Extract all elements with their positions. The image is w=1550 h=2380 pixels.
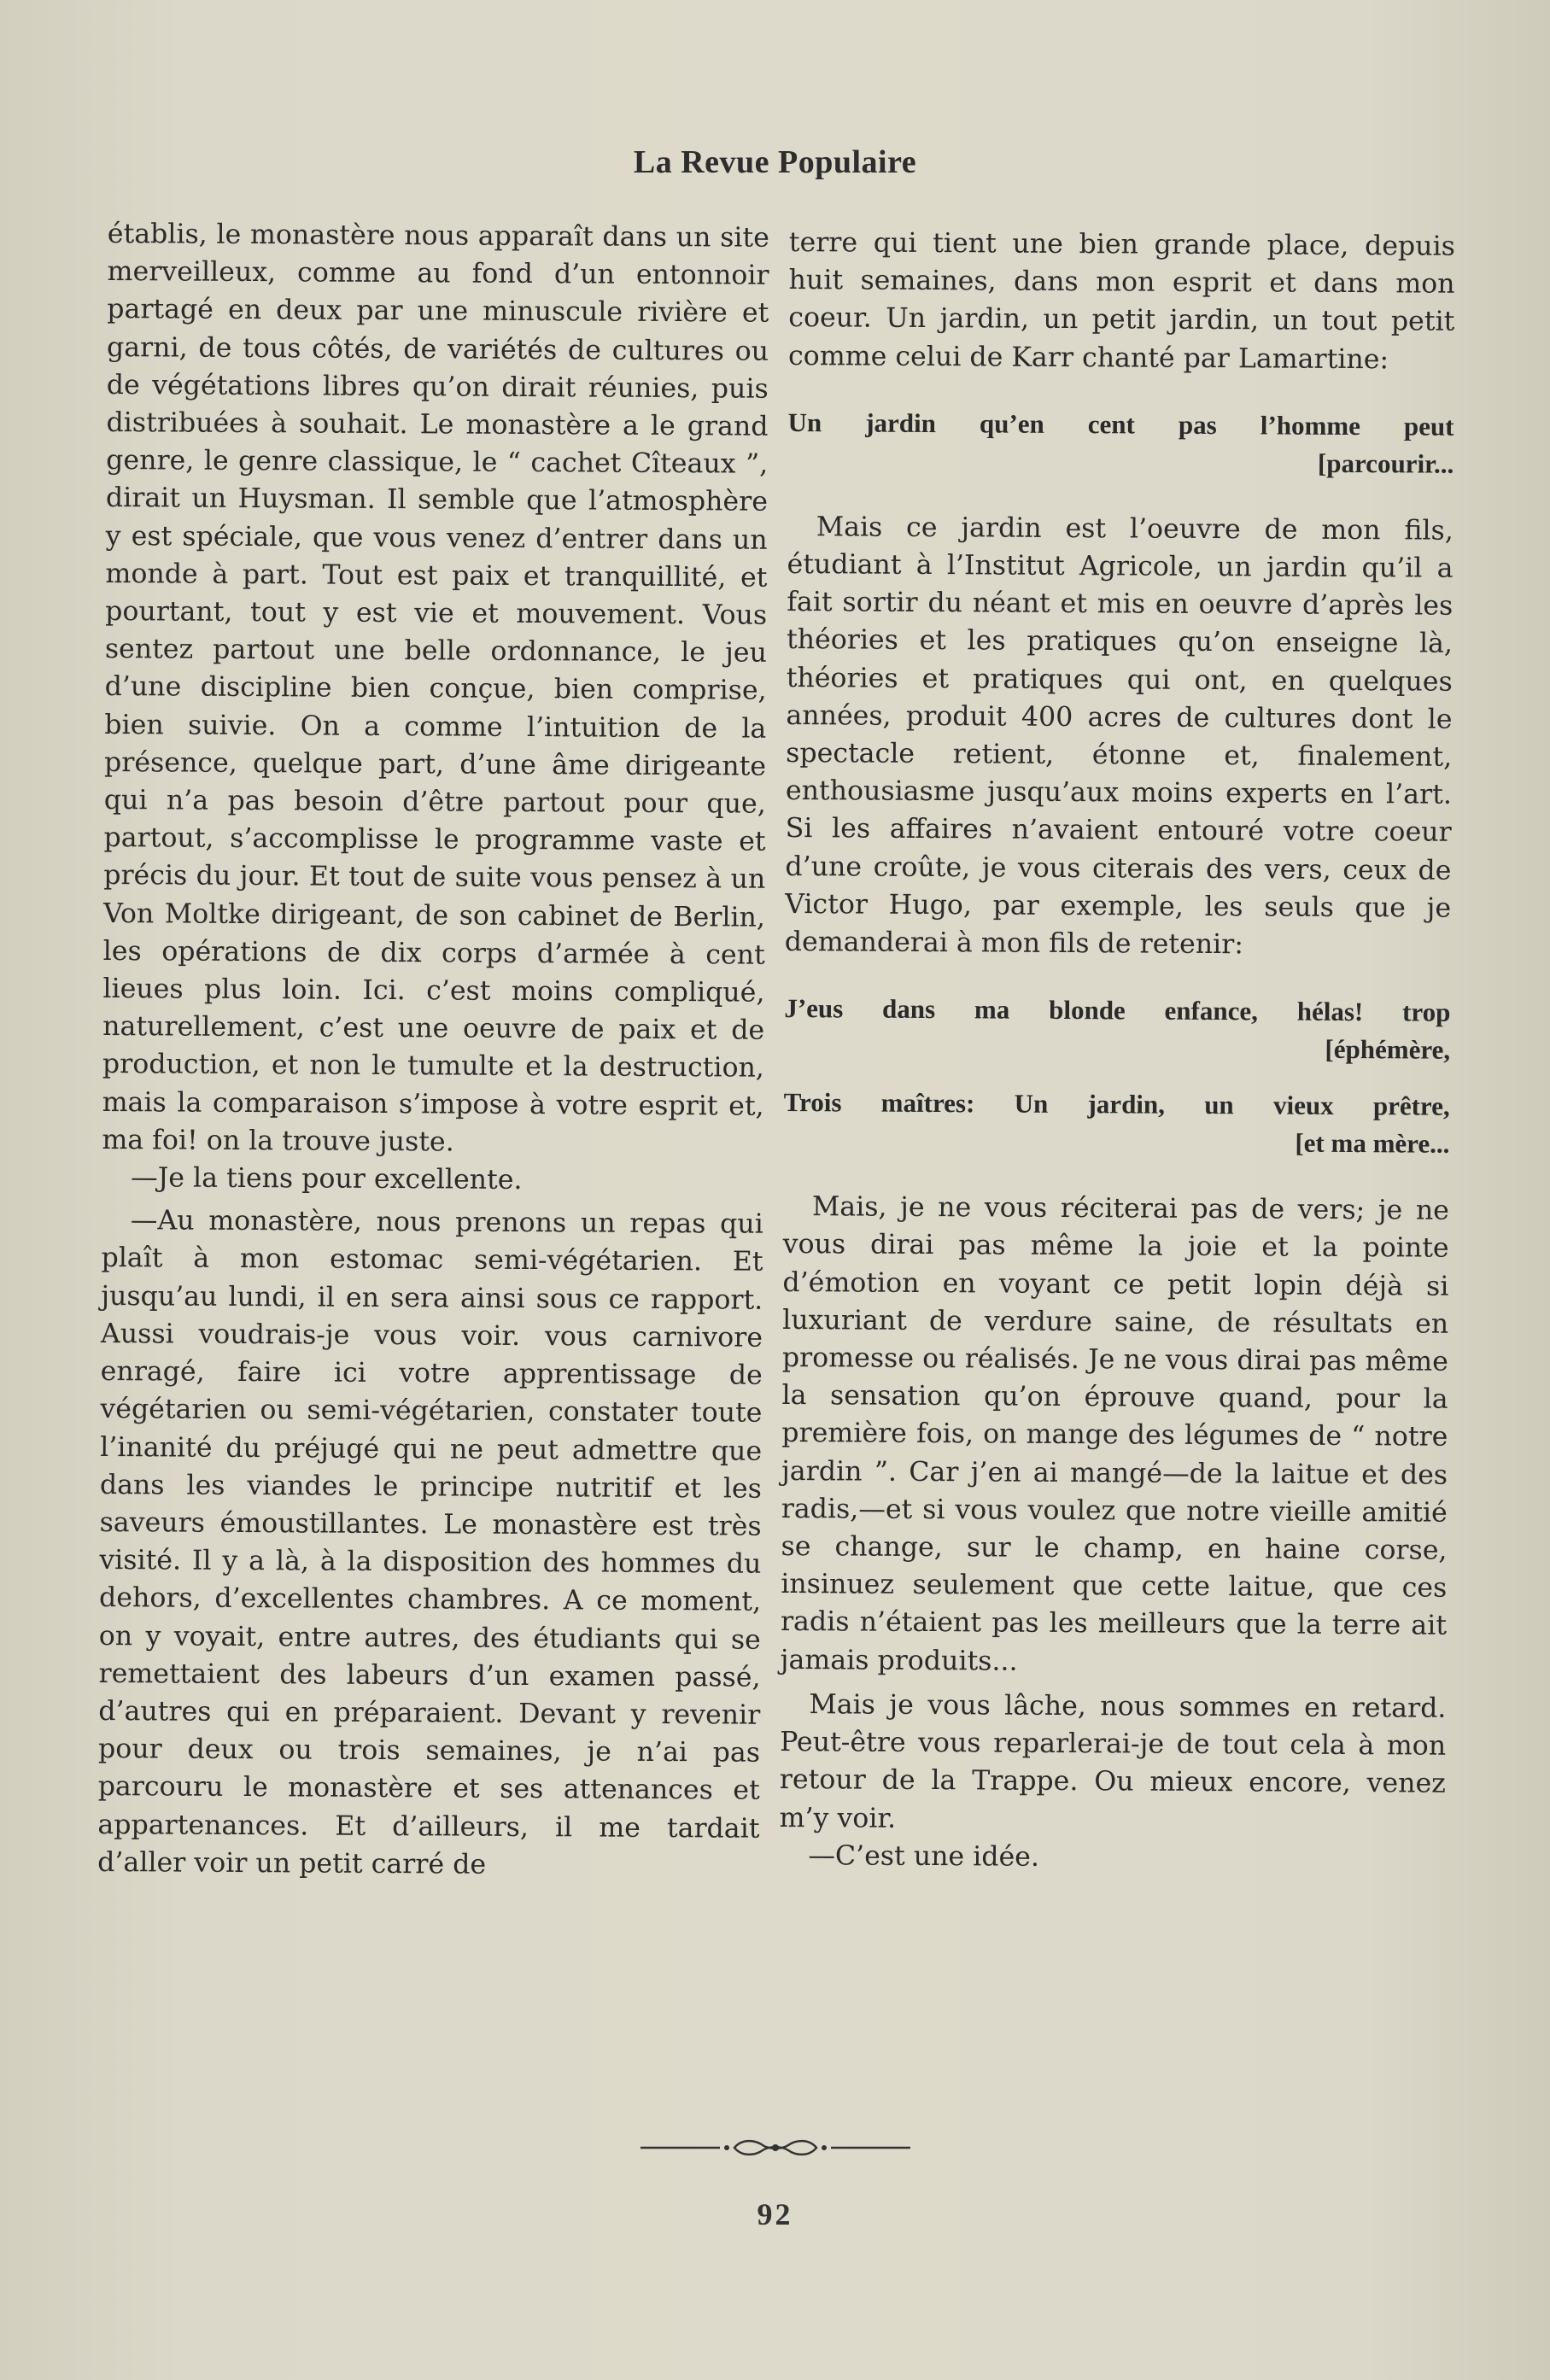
verse-line: [éphémère,: [1325, 1034, 1451, 1065]
paragraph: Mais je vous lâche, nous sommes en retard. Peut-être vous reparlerai-je de tout cela à mon retour de la Trappe. Ou mieux encore, venez m’y voir.: [779, 1689, 1447, 1834]
verse-line: [parcourir...: [1317, 447, 1454, 479]
paragraph: —C’est une idée.: [808, 1839, 1040, 1873]
verse-line: Un jardin qu’en cent pas l’homme peut: [787, 406, 1454, 441]
left-column: [97, 215, 769, 1886]
paragraph: —Au monastère, nous prenons un repas qui plaît à mon estomac semi-végétarien. Et jusqu’au lundi, il en sera ainsi sous ce rapport. Aussi voudrais-je vous voir. vous carnivore enragé, faire ici votre apprentissage de végétarien ou semi-végétarien, constater toute l’inanité du préjugé qui ne peut admettre que dans les viandes le principe nutritif et les saveurs émoustillantes. Le monastère est très visité. Il y a là, à la disposition des hommes du dehors, d’excellentes chambres. A ce moment, on y voyait, entre autres, des étudiants qui se remettaient des labeurs d’un examen passé, d’autres qui en préparaient. Devant y revenir pour deux ou trois semaines, je n’ai pas parcouru le monastère et ses attenances et appartenances. Et d’ailleurs, il me tardait d’aller voir un petit carré de: [97, 1205, 763, 1880]
verse-quote: [783, 1084, 1450, 1163]
paragraph: Mais, je ne vous réciterai pas de vers; je ne vous dirai pas même la joie et la pointe d’émotion en voyant ce petit lopin déjà si luxuriant de verdure saine, de résultats en promesse ou réalisés. Je ne vous dirai pas même la sensation qu’on éprouve quand, pour la première fois, on mange des légumes de “ notre jardin ”. Car j’en ai mangé—de la laitue et des radis,—et si vous voulez que notre vieille amitié se change, sur le champ, en haine corse, insinuez seulement que cette laitue, que ces radis n’étaient pas les meilleurs que la terre ait jamais produits...: [780, 1191, 1450, 1677]
paragraph: Mais ce jardin est l’oeuvre de mon fils, étudiant à l’Institut Agricole, un jardin qu’il a fait sortir du néant et mis en oeuvre d’après les théories et les pratiques qu’on enseigne là, théories et pratiques qui ont, en quelques années, produit 400 acres de cultures dont le spectacle retient, étonne et, finalement, enthousiasme jusqu’aux moins experts en l’art. Si les affaires n’avaient entouré votre coeur d’une croûte, je vous citerais des vers, ceux de Victor Hugo, par exemple, les seuls que je demanderai à mon fils de retenir:: [784, 512, 1453, 961]
running-header: La Revue Populaire: [633, 144, 917, 180]
right-column: [779, 224, 1455, 1879]
verse-line: [et ma mère...: [1295, 1127, 1450, 1159]
verse-quote: [784, 990, 1451, 1069]
paragraph: établis, le monastère nous apparaît dans un site merveilleux, comme au fond d’un entonnoir partagé en deux par une minuscule rivière et garni, de tous côtés, de variétés de cultures ou de végétations libres qu’on dirait réunies, puis distribuées à souhait. Le monastère a le grand genre, le genre classique, le “ cachet Cîteaux ”, dirait un Huysman. Il semble que l’atmosphère y est spéciale, que vous venez d’entrer dans un monde à part. Tout est paix et tranquillité, et pourtant, tout y est vie et mouvement. Vous sentez partout une belle ordonnance, le jeu d’une discipline bien conçue, bien comprise, bien suivie. On a comme l’intuition de la présence, quelque part, d’une âme dirigeante qui n’a pas besoin d’être partout pour que, partout, s’accomplisse le programme vaste et précis du jour. Et tout de suite vous pensez à un Von Moltke dirigeant, de son cabinet de Berlin, les opérations de dix corps d’armée à cent lieues plus loin. Ici. c’est moins compliqué, naturellement, c’est une oeuvre de paix et de production, et non le tumulte et la destruction, mais la comparaison s’impose à votre esprit et, ma foi! on la trouve juste.: [102, 218, 769, 1158]
verse-line: Trois maîtres: Un jardin, un vieux prêtre,: [783, 1087, 1450, 1121]
paragraph: terre qui tient une bien grande place, depuis huit semaines, dans mon esprit et dans mon coeur. Un jardin, un petit jardin, un tout petit comme celui de Karr chanté par Lamartine:: [787, 226, 1455, 375]
verse-line: J’eus dans ma blonde enfance, hélas! trop: [784, 993, 1451, 1027]
paragraph: —Je la tiens pour excellente.: [131, 1162, 523, 1196]
ornament-divider: [0, 2135, 1550, 2164]
verse-quote: [787, 404, 1454, 483]
page-number: 92: [757, 2197, 793, 2231]
